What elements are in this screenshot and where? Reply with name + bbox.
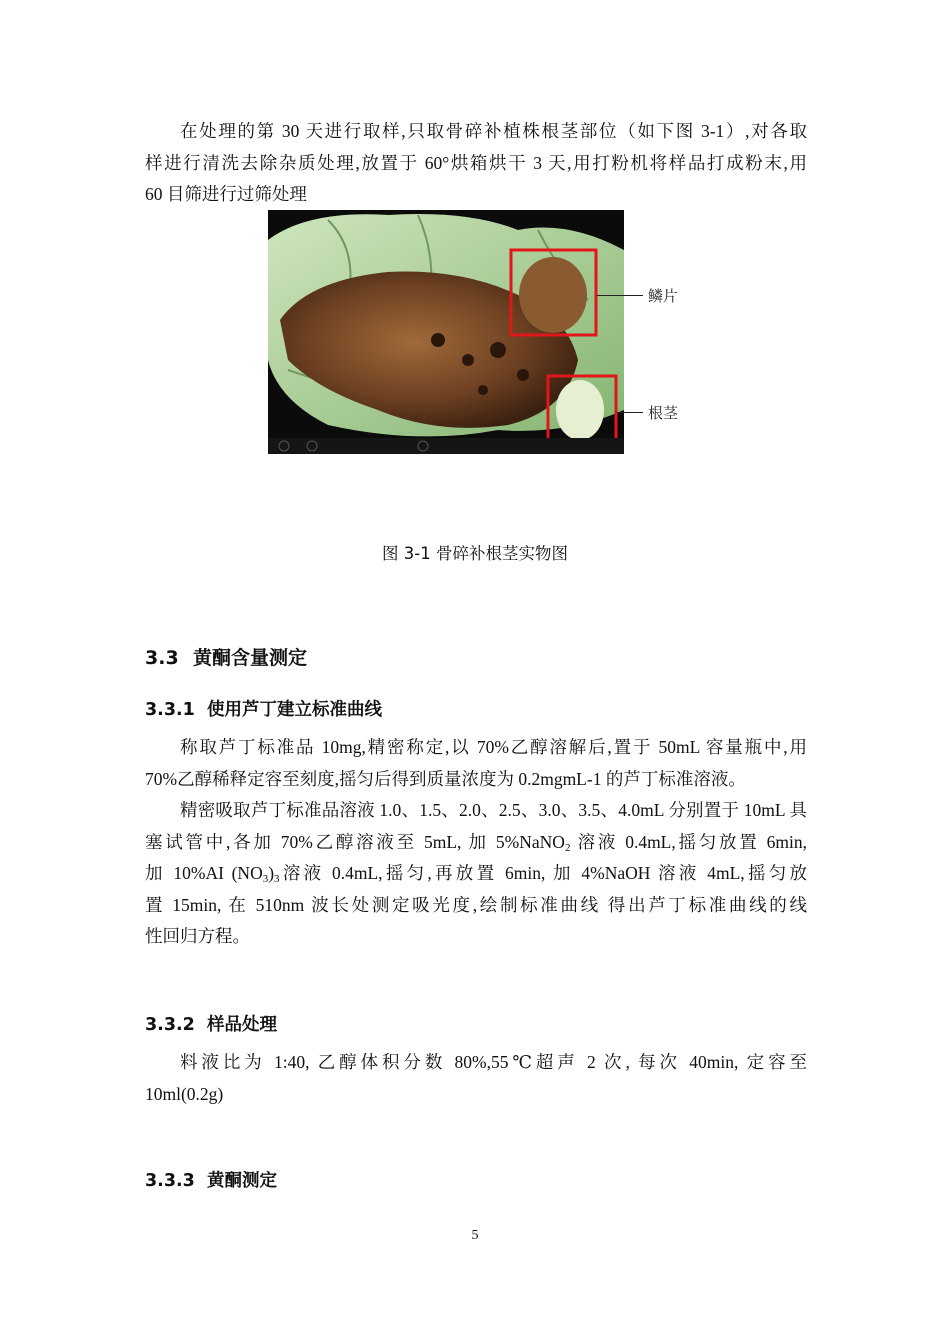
figure-caption: 图 3-1 骨碎补根茎实物图 bbox=[382, 544, 568, 563]
s332-line-1: 料液比为 1:40, 乙醇体积分数 80%,55℃超声 2 次, 每次 40min, 定容至 bbox=[180, 1052, 807, 1072]
scale-callout-label: 鳞片 bbox=[648, 287, 679, 305]
s331-p2-line-3 bbox=[145, 858, 807, 890]
rhizome-photo-image bbox=[268, 210, 624, 454]
section-3-3-3-number: 3.3.3 bbox=[145, 1171, 195, 1191]
rhizome-photo bbox=[268, 210, 624, 454]
s331-p2-line-3a: 加 10%AI (NO bbox=[145, 863, 263, 883]
s331-p2-line-2a: 塞试管中,各加 70%乙醇溶液至 5mL, 加 5%NaNO bbox=[145, 831, 565, 852]
section-3-3-1-title: 使用芦丁建立标准曲线 bbox=[207, 700, 382, 720]
s331-p2-line-4: 置 15min, 在 510nm 波长处测定吸光度,绘制标准曲线 得出芦丁标准曲线的线 bbox=[145, 894, 807, 915]
s331-p2-line-2b: 溶液 0.4mL,摇匀放置 6min, bbox=[570, 831, 807, 852]
section-3-3-3-heading bbox=[145, 1167, 277, 1192]
s331-p2-line-3b: ) bbox=[268, 863, 275, 883]
s331-p2-line-3c: 溶液 0.4mL,摇匀,再放置 6min, 加 4%NaOH 溶液 4mL,摇匀放 bbox=[279, 863, 807, 883]
s331-p2-line-3-sub: 3 bbox=[262, 873, 269, 885]
section-3-3-1-heading bbox=[145, 696, 382, 721]
s331-p1-line-2: 70%乙醇稀释定容至刻度,摇匀后得到质量浓度为 0.2mgmL-1 的芦丁标准溶液。 bbox=[145, 768, 746, 789]
section-3-3-2-title: 样品处理 bbox=[207, 1015, 277, 1035]
s331-p2-line-2 bbox=[145, 827, 807, 859]
s331-p1-line-1: 称取芦丁标准品 10mg,精密称定,以 70%乙醇溶解后,置于 50mL 容量瓶中,用 bbox=[180, 737, 807, 757]
s331-p2-line-1: 精密吸取芦丁标准品溶液 1.0、1.5、2.0、2.5、3.0、3.5、4.0mL 分别置于 10mL 具 bbox=[180, 800, 807, 820]
section-3-3-number: 3.3 bbox=[145, 647, 179, 669]
scale-callout-line bbox=[597, 295, 643, 296]
section-3-3-3-title: 黄酮测定 bbox=[207, 1171, 277, 1191]
s332-line-2: 10ml(0.2g) bbox=[145, 1083, 224, 1104]
s331-p2-line-5: 性回归方程。 bbox=[145, 926, 250, 946]
intro-paragraph bbox=[145, 116, 807, 211]
s331-p2-line-2-sub: 2 bbox=[564, 841, 571, 854]
section-3-3-1-paragraph-2 bbox=[145, 795, 807, 953]
intro-line-3: 60 目筛进行过筛处理 bbox=[145, 184, 307, 204]
section-3-3-2-heading bbox=[145, 1011, 277, 1036]
section-3-3-1-number: 3.3.1 bbox=[145, 700, 195, 720]
section-3-3-2-paragraph bbox=[145, 1047, 807, 1110]
section-3-3-1-paragraph-1 bbox=[145, 732, 807, 795]
s331-p2-line-3-sub2: 3 bbox=[274, 873, 280, 885]
page-number: 5 bbox=[471, 1228, 479, 1243]
section-3-3-title: 黄酮含量测定 bbox=[193, 647, 308, 669]
intro-line-1: 在处理的第 30 天进行取样,只取骨碎补植株根茎部位（如下图 3-1）,对各取 bbox=[180, 121, 807, 141]
rhizome-callout-label: 根茎 bbox=[648, 404, 679, 422]
rhizome-callout-line bbox=[617, 412, 643, 413]
section-3-3-2-number: 3.3.2 bbox=[145, 1015, 195, 1035]
section-3-3-heading bbox=[145, 643, 307, 670]
intro-line-2: 样进行清洗去除杂质处理,放置于 60°烘箱烘干 3 天,用打粉机将样品打成粉末,用 bbox=[145, 152, 807, 173]
